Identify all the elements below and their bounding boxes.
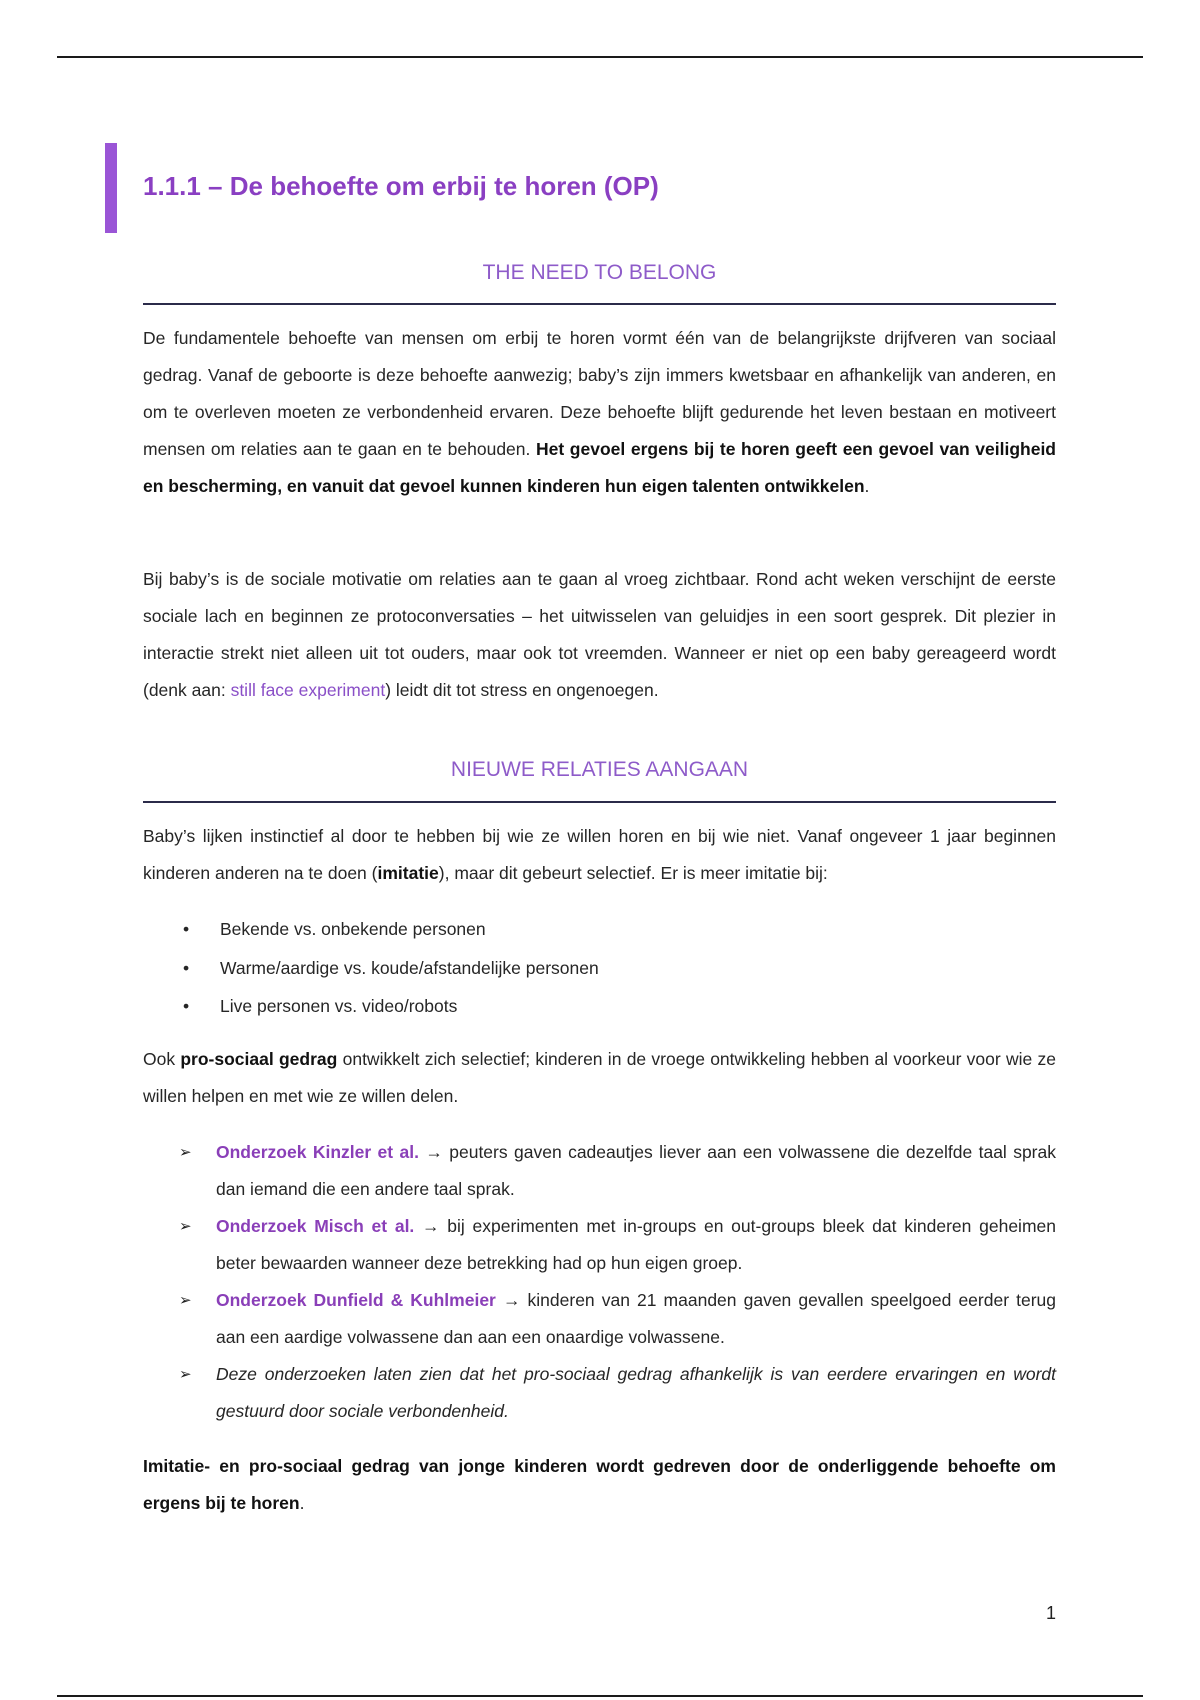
bullet-icon: •	[183, 996, 190, 1016]
right-arrow-icon: →	[425, 1142, 443, 1162]
arrow-bullet-icon: ➢	[179, 1218, 192, 1235]
title-accent-bar	[105, 143, 117, 233]
study-name: Onderzoek Kinzler et al.	[216, 1142, 419, 1162]
section-rule	[143, 303, 1056, 305]
study-conclusion-text: Deze onderzoeken laten zien dat het pro-sociaal gedrag afhankelijk is van eerdere ervaringen en wordt gestuurd door sociale verbondenheid.	[216, 1364, 1056, 1421]
study-item-kinzler	[143, 1134, 1056, 1208]
list-item	[143, 987, 1056, 1026]
study-item-dunfield	[143, 1282, 1056, 1356]
imitation-bullet-list	[143, 910, 1056, 1026]
list-item	[143, 949, 1056, 988]
bullet-icon: •	[183, 919, 190, 939]
paragraph-bold: imitatie	[377, 863, 439, 883]
paragraph-need-to-belong	[143, 320, 1056, 505]
footer-rule	[57, 1695, 1143, 1697]
study-text: peuters gaven cadeautjes liever aan een volwassene die dezelfde taal sprak dan iemand die een andere taal sprak.	[216, 1142, 1056, 1199]
header-rule	[57, 56, 1143, 58]
right-arrow-icon: →	[422, 1216, 440, 1236]
list-item-text: Bekende vs. onbekende personen	[220, 919, 486, 939]
study-name: Onderzoek Dunfield & Kuhlmeier	[216, 1290, 496, 1310]
study-item-misch	[143, 1208, 1056, 1282]
paragraph-imitatie-intro	[143, 818, 1056, 892]
arrow-bullet-icon: ➢	[179, 1292, 192, 1309]
arrow-bullet-icon: ➢	[179, 1144, 192, 1161]
right-arrow-icon: →	[502, 1290, 521, 1310]
list-item-text: Live personen vs. video/robots	[220, 996, 458, 1016]
paragraph-bold: pro-sociaal gedrag	[180, 1049, 338, 1069]
paragraph-bold: Imitatie- en pro-sociaal gedrag van jonge kinderen wordt gedreven door de onderliggende behoefte om ergens bij te horen	[143, 1456, 1056, 1513]
arrow-bullet-icon: ➢	[179, 1366, 192, 1383]
section-heading-need-to-belong: THE NEED TO BELONG	[482, 261, 717, 284]
paragraph-text: Ook	[143, 1049, 181, 1069]
paragraph-text: De fundamentele behoefte van mensen om erbij te horen vormt één van de belangrijkste drijfveren van sociaal gedrag. Vanaf de geboorte is deze behoefte aanwezig; baby’s zijn immers kwetsbaar en afhankelijk van anderen, en om te overleven moeten ze verbondenheid ervaren. Deze behoefte blijft gedurende het leven bestaan en motiveert mensen om relaties aan te gaan en te behouden.	[143, 328, 1056, 459]
study-text: bij experimenten met in-groups en out-groups bleek dat kinderen geheimen beter bewaarden wanneer deze betrekking had op hun eigen groep.	[216, 1216, 1056, 1273]
list-item-text: Warme/aardige vs. koude/afstandelijke personen	[220, 957, 599, 978]
list-item	[143, 910, 1056, 949]
section-rule	[143, 801, 1056, 803]
paragraph-end: ) leidt dit tot stress en ongenoegen.	[385, 680, 659, 700]
paragraph-text: Baby’s lijken instinctief al door te hebben bij wie ze willen horen en bij wie niet. Vanaf ongeveer 1 jaar beginnen kinderen anderen na te doen (	[143, 826, 1056, 883]
paragraph-end: .	[299, 1493, 305, 1513]
bullet-icon: •	[183, 957, 190, 978]
study-text: kinderen van 21 maanden gaven gevallen speelgoed eerder terug aan een aardige volwassene dan aan een onaardige volwassene.	[216, 1290, 1056, 1347]
paragraph-text: Bij baby’s is de sociale motivatie om relaties aan te gaan al vroeg zichtbaar. Rond acht weken verschijnt de eerste sociale lach en beginnen ze protoconversaties – het uitwisselen van geluidjes in een soort gesprek. Dit plezier in interactie strekt niet alleen uit tot ouders, maar ook tot vreemden. Wanneer er niet op een baby gereageerd wordt (denk aan:	[143, 569, 1056, 700]
paragraph-bold: Het gevoel ergens bij te horen geeft een gevoel van veiligheid en bescherming, en vanuit dat gevoel kunnen kinderen hun eigen talenten ontwikkelen	[143, 439, 1056, 496]
still-face-experiment-link[interactable]: still face experiment	[230, 680, 386, 700]
paragraph-conclusion	[143, 1448, 1056, 1522]
paragraph-social-motivation	[143, 561, 1056, 709]
studies-list	[143, 1134, 1056, 1430]
section-heading-nieuwe-relaties: NIEUWE RELATIES AANGAAN	[450, 758, 749, 781]
page-title: 1.1.1 – De behoefte om erbij te horen (OP)	[143, 171, 659, 201]
paragraph-text: ontwikkelt zich selectief; kinderen in de vroege ontwikkeling hebben al voorkeur voor wie ze willen helpen en met wie ze willen delen.	[143, 1049, 1056, 1106]
paragraph-end: .	[864, 476, 870, 496]
study-conclusion-item	[143, 1356, 1056, 1430]
paragraph-prosociaal	[143, 1041, 1056, 1115]
study-name: Onderzoek Misch et al.	[216, 1216, 415, 1236]
paragraph-text: ), maar dit gebeurt selectief. Er is meer imitatie bij:	[438, 863, 828, 883]
page-number: 1	[1045, 1603, 1056, 1623]
